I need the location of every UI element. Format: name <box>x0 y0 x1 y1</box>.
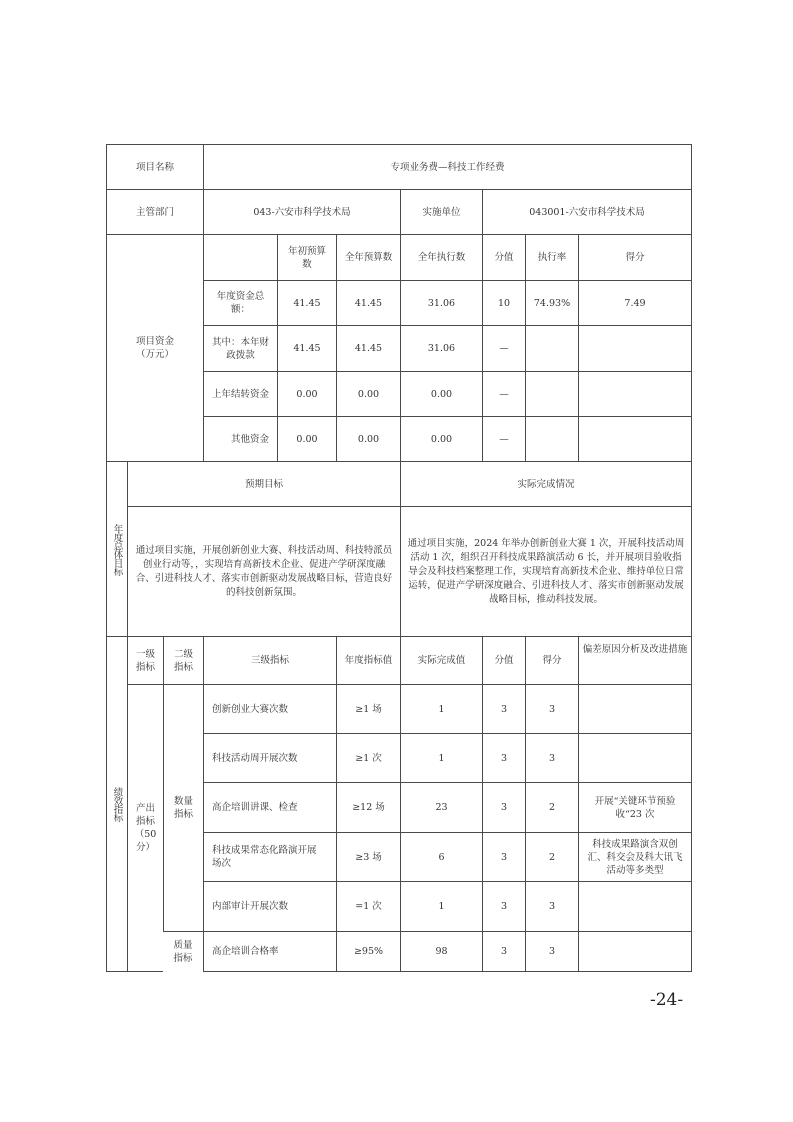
perf-level2-quality: 质量指标 <box>163 931 204 972</box>
perf-row-indicator: 高企培训合格率 <box>203 931 337 972</box>
perf-row-score-value: 3 <box>482 931 526 972</box>
perf-row-score: 3 <box>525 931 579 972</box>
funds-row-score: 7.49 <box>578 280 692 326</box>
perf-row-score-value: 3 <box>482 684 526 734</box>
funds-header-blank <box>203 234 278 281</box>
funds-row-score <box>578 325 692 372</box>
funds-row-rate <box>525 325 579 372</box>
perf-row-note <box>578 684 692 734</box>
perf-row-actual: 1 <box>400 684 483 734</box>
funds-row-executed: 31.06 <box>400 325 483 372</box>
perf-header-target: 年度指标值 <box>336 636 401 685</box>
funds-row-initial: 41.45 <box>277 325 337 372</box>
perf-row-target: ≥3 场 <box>336 832 401 882</box>
perf-row-score-value: 3 <box>482 832 526 882</box>
funds-header-initial: 年初预算数 <box>277 234 337 281</box>
perf-header-level2: 二级指标 <box>163 636 204 685</box>
funds-row-score-value: 10 <box>482 280 526 326</box>
funds-row-name: 上年结转资金 <box>203 371 278 417</box>
funds-row-initial: 0.00 <box>277 416 337 462</box>
perf-row-score-value: 3 <box>482 782 526 833</box>
perf-row-target: =1 次 <box>336 881 401 932</box>
funds-row-executed: 0.00 <box>400 416 483 462</box>
perf-row-indicator: 科技成果常态化路演开展场次 <box>203 832 337 882</box>
funds-row-executed: 0.00 <box>400 371 483 417</box>
funds-header-rate: 执行率 <box>525 234 579 281</box>
funds-row-score-value: — <box>482 416 526 462</box>
perf-row-actual: 98 <box>400 931 483 972</box>
perf-row-actual: 6 <box>400 832 483 882</box>
funds-row-name: 其中：本年财政拨款 <box>203 325 278 372</box>
project-name-label: 项目名称 <box>106 144 204 190</box>
perf-header-score: 得分 <box>525 636 579 685</box>
goals-label: 年度总体目标 <box>106 461 128 637</box>
perf-row-score: 2 <box>525 782 579 833</box>
funds-row-initial: 0.00 <box>277 371 337 417</box>
dept-value: 043-六安市科学技术局 <box>203 189 401 235</box>
perf-level1-output: 产出指标（50分） <box>127 684 164 972</box>
perf-row-score-value: 3 <box>482 881 526 932</box>
funds-row-name: 年度资金总额： <box>203 280 278 326</box>
funds-row-score <box>578 371 692 417</box>
perf-row-score-value: 3 <box>482 733 526 783</box>
goals-actual-header: 实际完成情况 <box>400 461 692 507</box>
funds-row-executed: 31.06 <box>400 280 483 326</box>
project-name-value: 专项业务费—科技工作经费 <box>203 144 692 190</box>
perf-row-target: ≥12 场 <box>336 782 401 833</box>
funds-row-score <box>578 416 692 462</box>
goals-expected-header: 预期目标 <box>127 461 401 507</box>
perf-row-indicator: 创新创业大赛次数 <box>203 684 337 734</box>
perf-row-target: ≥1 次 <box>336 733 401 783</box>
funds-row-annual: 0.00 <box>336 416 401 462</box>
funds-header-score: 得分 <box>578 234 692 281</box>
funds-row-score-value: — <box>482 325 526 372</box>
perf-row-indicator: 高企培训讲课、检查 <box>203 782 337 833</box>
perf-header-level3: 三级指标 <box>203 636 337 685</box>
perf-row-actual: 23 <box>400 782 483 833</box>
perf-header-level1: 一级指标 <box>127 636 164 685</box>
unit-value: 043001-六安市科学技术局 <box>482 189 692 235</box>
funds-row-annual: 41.45 <box>336 325 401 372</box>
goals-expected-text: 通过项目实施，开展创新创业大赛、科技活动周、科技特派员创业行动等，，实现培育高新技术企业、促进产学研深度融合、引进科技人才、落实市创新驱动发展战略目标，营造良好的科技创新氛围。 <box>127 506 401 637</box>
funds-row-rate: 74.93% <box>525 280 579 326</box>
unit-label: 实施单位 <box>400 189 483 235</box>
perf-row-actual: 1 <box>400 733 483 783</box>
perf-row-note <box>578 881 692 932</box>
funds-row-annual: 0.00 <box>336 371 401 417</box>
goals-actual-text: 通过项目实施，2024 年举办创新创业大赛 1 次，开展科技活动周活动 1 次，组织召开科技成果路演活动 6 长，并开展项目验收指导会及科技档案整理工作，实现培育高新技术企业、维持单位日常运转，促进产学研深度融合、引进科技人才、落实市创新驱动发展战略目标，推动科技发展。 <box>400 506 692 637</box>
funds-row-rate <box>525 371 579 417</box>
funds-row-score-value: — <box>482 371 526 417</box>
perf-row-score: 2 <box>525 832 579 882</box>
performance-label: 绩效指标 <box>106 636 128 972</box>
perf-row-score: 3 <box>525 881 579 932</box>
funds-row-rate <box>525 416 579 462</box>
perf-row-target: ≥1 场 <box>336 684 401 734</box>
perf-row-actual: 1 <box>400 881 483 932</box>
funds-row-annual: 41.45 <box>336 280 401 326</box>
perf-row-note <box>578 733 692 783</box>
perf-row-target: ≥95% <box>336 931 401 972</box>
perf-row-note <box>578 931 692 972</box>
perf-header-actual: 实际完成值 <box>400 636 483 685</box>
perf-row-score: 3 <box>525 733 579 783</box>
funds-row-name: 其他资金 <box>203 416 278 462</box>
perf-row-note: 科技成果路演含双创汇、科交会及科大讯飞活动等多类型 <box>578 832 692 882</box>
funds-header-executed: 全年执行数 <box>400 234 483 281</box>
funds-header-annual: 全年预算数 <box>336 234 401 281</box>
perf-row-indicator: 科技活动周开展次数 <box>203 733 337 783</box>
funds-row-initial: 41.45 <box>277 280 337 326</box>
perf-header-score-value: 分值 <box>482 636 526 685</box>
dept-label: 主管部门 <box>106 189 204 235</box>
page-number: -24- <box>650 990 684 1010</box>
perf-header-note: 偏差原因分析及改进措施 <box>578 636 692 685</box>
perf-row-note: 开展“关键环节预验收“23 次 <box>578 782 692 833</box>
funds-label: 项目资金 （万元） <box>106 234 204 462</box>
perf-level2-quantity: 数量指标 <box>163 684 204 932</box>
funds-header-score-value: 分值 <box>482 234 526 281</box>
perf-row-indicator: 内部审计开展次数 <box>203 881 337 932</box>
perf-row-score: 3 <box>525 684 579 734</box>
